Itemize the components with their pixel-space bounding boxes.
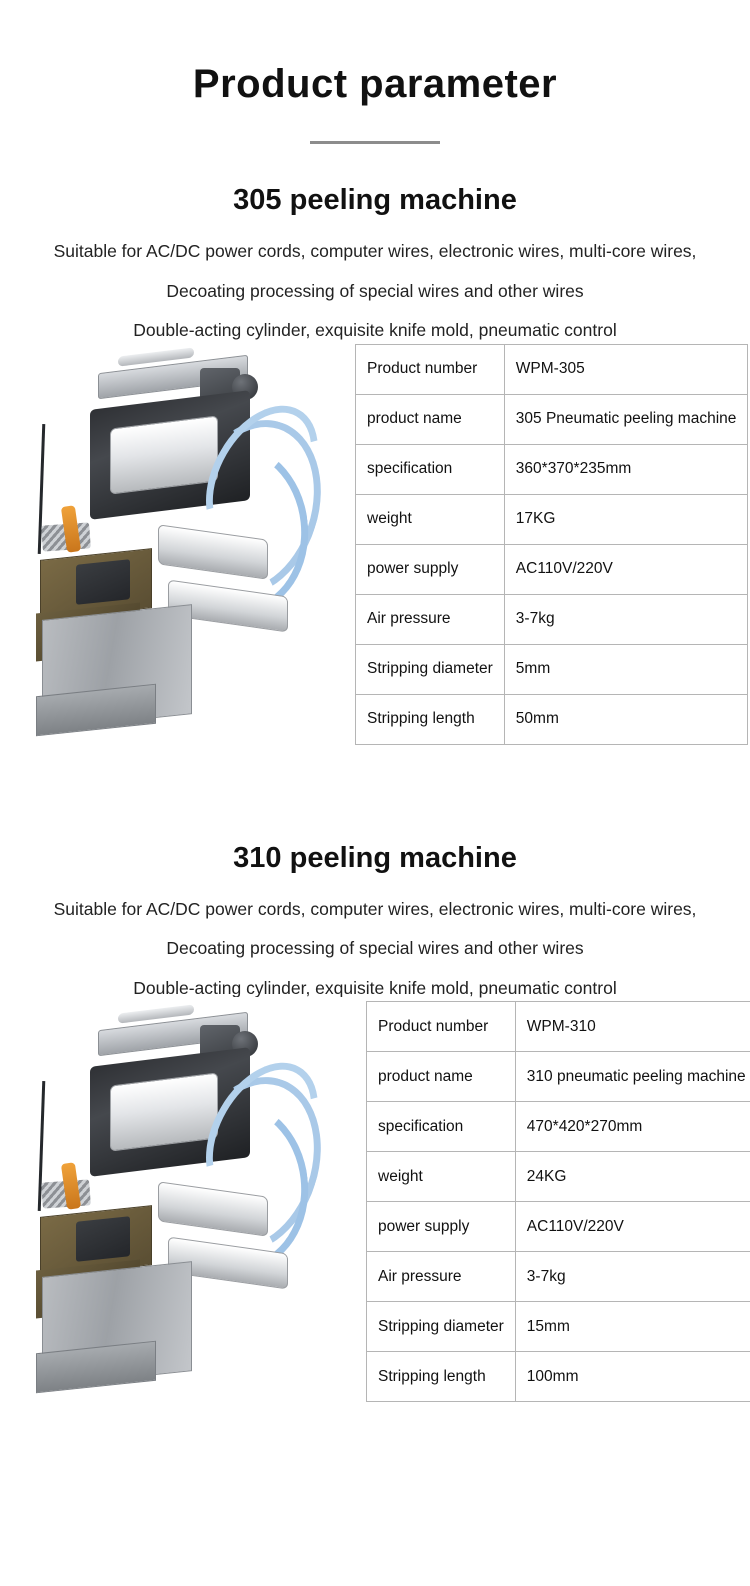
spec-value: 305 Pneumatic peeling machine (504, 394, 748, 444)
product-block-305 (0, 340, 750, 788)
spec-value: 310 pneumatic peeling machine (515, 1052, 750, 1102)
spec-key: weight (367, 1152, 516, 1202)
spec-value: 5mm (504, 644, 748, 694)
spec-value: 100mm (515, 1352, 750, 1402)
section-305 (0, 184, 750, 340)
spec-key: Air pressure (356, 594, 505, 644)
spec-table-305 (355, 344, 748, 745)
spec-key: Stripping length (356, 694, 505, 744)
spec-key: weight (356, 494, 505, 544)
spec-value: 470*420*270mm (515, 1102, 750, 1152)
product-image-305-canvas (18, 340, 348, 750)
section-310-description-1: Suitable for AC/DC power cords, computer wires, electronic wires, multi-core wires, (53, 898, 697, 919)
table-row (356, 544, 748, 594)
spec-value: 15mm (515, 1302, 750, 1352)
machine-clamp-icon (76, 1216, 130, 1262)
table-row (356, 644, 748, 694)
spec-key: Air pressure (367, 1252, 516, 1302)
table-row (367, 1102, 750, 1152)
section-305-heading: 305 peeling machine (233, 184, 517, 216)
table-row (367, 1152, 750, 1202)
spec-value: WPM-310 (515, 1002, 750, 1052)
title-divider (310, 141, 440, 144)
table-row (356, 594, 748, 644)
spec-value: WPM-305 (504, 344, 748, 394)
spec-value: 50mm (504, 694, 748, 744)
spec-value: 24KG (515, 1152, 750, 1202)
machine-clamp-icon (76, 559, 130, 605)
table-row (367, 1252, 750, 1302)
spec-key: Stripping length (367, 1352, 516, 1402)
section-305-description-1: Suitable for AC/DC power cords, computer wires, electronic wires, multi-core wires, (53, 241, 697, 261)
table-row (356, 444, 748, 494)
table-row (367, 1052, 750, 1102)
page-title: Product parameter (192, 62, 558, 106)
table-row (367, 1352, 750, 1402)
section-310-description-2: Decoating processing of special wires and other wires (166, 938, 584, 958)
table-row (356, 494, 748, 544)
spec-key: specification (356, 444, 505, 494)
spec-key: Stripping diameter (356, 644, 505, 694)
product-image-310 (18, 997, 348, 1407)
section-310-heading: 310 peeling machine (233, 841, 517, 874)
section-310-description-3: Double-acting cylinder, exquisite knife mold, pneumatic control (133, 977, 617, 998)
spec-value: 3-7kg (504, 594, 748, 644)
spec-value: AC110V/220V (515, 1202, 750, 1252)
section-310 (0, 842, 750, 998)
table-row (367, 1002, 750, 1052)
table-row (356, 344, 748, 394)
spec-value: AC110V/220V (504, 544, 748, 594)
spec-key: product name (356, 394, 505, 444)
spec-value: 3-7kg (515, 1252, 750, 1302)
section-305-description-2: Decoating processing of special wires and other wires (166, 280, 584, 301)
spec-key: specification (367, 1102, 516, 1152)
spec-key: Product number (367, 1002, 516, 1052)
spec-key: power supply (356, 544, 505, 594)
table-row (356, 394, 748, 444)
section-305-description-3: Double-acting cylinder, exquisite knife mold, pneumatic control (133, 320, 617, 340)
spec-value: 360*370*235mm (504, 444, 748, 494)
table-row (367, 1302, 750, 1352)
spec-table-310 (366, 1001, 750, 1402)
table-row (367, 1202, 750, 1252)
product-image-305 (18, 340, 348, 750)
spec-key: product name (367, 1052, 516, 1102)
spec-value: 17KG (504, 494, 748, 544)
spec-key: Product number (356, 344, 505, 394)
table-row (356, 694, 748, 744)
spec-key: power supply (367, 1202, 516, 1252)
spec-key: Stripping diameter (367, 1302, 516, 1352)
product-image-310-canvas (18, 997, 348, 1407)
product-block-310 (0, 997, 750, 1447)
